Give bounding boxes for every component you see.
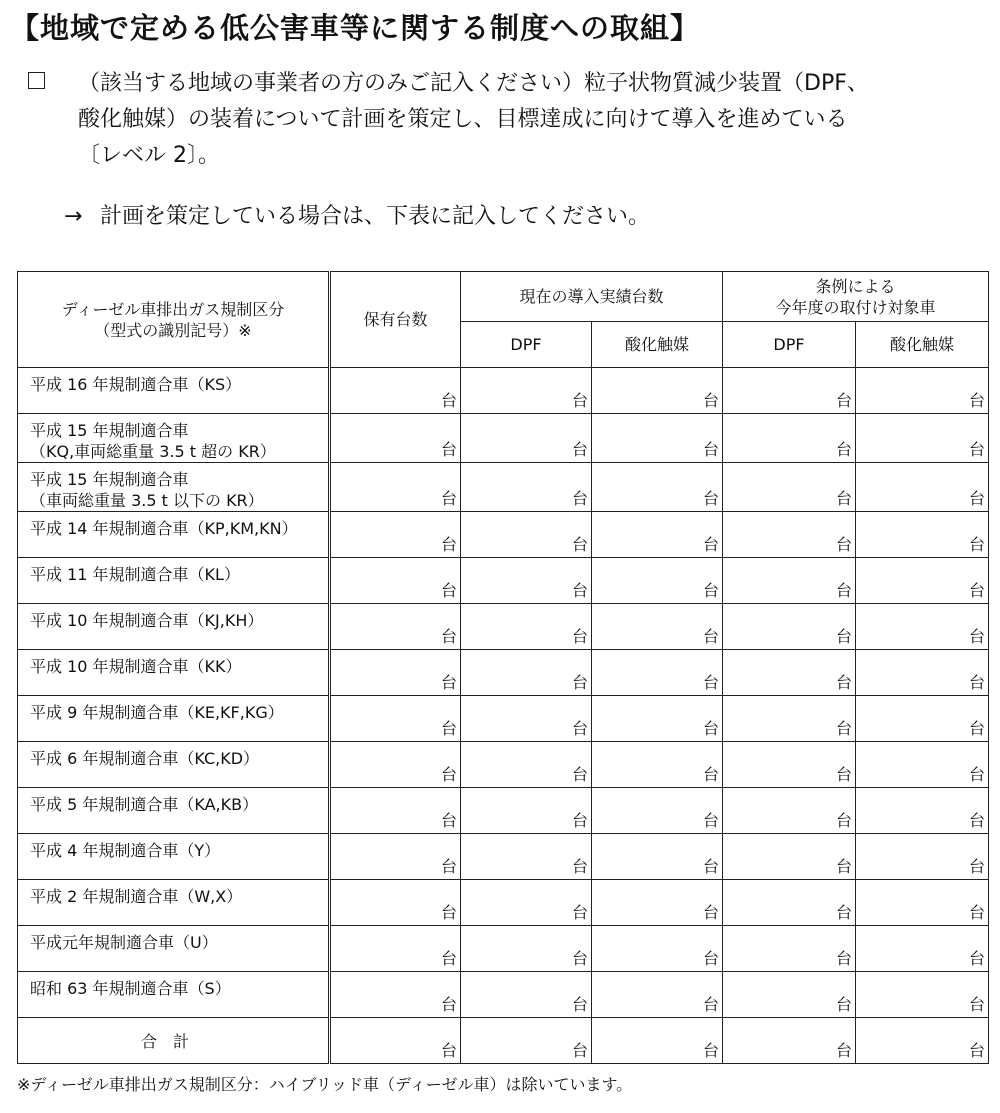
ordinance-catalyst-cell[interactable] [856,742,989,788]
unit-label: 台 [969,391,986,410]
ordinance-catalyst-cell[interactable] [856,463,989,512]
page-heading: 【地域で定める低公害車等に関する制度への取組】 [10,11,701,45]
unit-label: 台 [703,903,720,922]
unit-label: 台 [703,581,720,600]
unit-label: 台 [571,1041,588,1060]
unit-label: 台 [571,673,588,692]
unit-label: 台 [440,1041,457,1060]
footnote: ※ディーゼル車排出ガス規制区分：ハイブリッド車（ディーゼル車）は除いています。 [17,1075,633,1094]
unit-label: 台 [571,535,588,554]
current-catalyst-cell[interactable] [592,604,723,650]
current-dpf-cell[interactable] [461,512,592,558]
unit-label: 台 [440,673,457,692]
category-label-line: 平成 10 年規制適合車（KJ,KH） [30,611,264,630]
unit-label: 台 [969,1041,986,1060]
unit-label: 台 [571,995,588,1014]
ordinance-target-header [723,272,989,322]
total-row [18,1018,989,1064]
current-catalyst-cell[interactable] [592,742,723,788]
unit-label: 台 [571,765,588,784]
unit-label: 台 [571,949,588,968]
ordinance-dpf-cell[interactable] [723,512,856,558]
category-label-line: 平成 2 年規制適合車（W,X） [30,887,243,906]
total-ordinance-dpf-cell[interactable] [723,1018,856,1064]
current-catalyst-cell[interactable] [592,368,723,414]
ordinance-catalyst-cell[interactable] [856,972,989,1018]
current-catalyst-cell[interactable] [592,512,723,558]
unit-label: 台 [571,581,588,600]
current-dpf-cell[interactable] [461,414,592,463]
unit-label: 台 [969,627,986,646]
unit-label: 台 [703,949,720,968]
owned-count-cell[interactable] [330,604,461,650]
unit-label: 台 [836,673,853,692]
table-row [18,788,989,834]
unit-label: 台 [703,995,720,1014]
unit-label: 台 [836,903,853,922]
unit-label: 台 [836,535,853,554]
owned-count-cell[interactable] [330,368,461,414]
current-catalyst-cell[interactable] [592,696,723,742]
ordinance-dpf-cell[interactable] [723,926,856,972]
category-label-line: 平成 6 年規制適合車（KC,KD） [30,749,260,768]
owned-count-cell[interactable] [330,972,461,1018]
unit-label: 台 [440,581,457,600]
arrow-icon: → [64,204,83,229]
category-cell [18,463,330,512]
unit-label: 台 [571,440,588,459]
unit-label: 台 [703,857,720,876]
category-label-line: 平成 14 年規制適合車（KP,KM,KN） [30,519,298,538]
current-catalyst-cell[interactable] [592,650,723,696]
category-cell [18,650,330,696]
ordinance-catalyst-cell[interactable] [856,650,989,696]
ordinance-catalyst-cell[interactable] [856,512,989,558]
ordinance-dpf-header: DPF [723,322,856,368]
category-label-line: 昭和 63 年規制適合車（S） [30,979,231,998]
current-catalyst-header: 酸化触媒 [592,322,723,368]
unit-label: 台 [440,995,457,1014]
category-label-line: 平成 10 年規制適合車（KK） [30,657,242,676]
unit-label: 台 [836,765,853,784]
table-row [18,512,989,558]
unit-label: 台 [969,719,986,738]
category-label-line: （車両総重量 3.5 t 以下の KR） [30,491,264,510]
category-header-line-2: （型式の識別記号）※ [94,320,252,340]
owned-count-cell[interactable] [330,880,461,926]
ordinance-dpf-cell[interactable] [723,880,856,926]
unit-label: 台 [703,535,720,554]
current-dpf-cell[interactable] [461,604,592,650]
table-row [18,414,989,463]
current-dpf-cell[interactable] [461,463,592,512]
current-dpf-cell[interactable] [461,788,592,834]
category-label-line: 平成 11 年規制適合車（KL） [30,565,240,584]
unit-label: 台 [969,949,986,968]
unit-label: 台 [703,1041,720,1060]
total-label: 合計 [18,1018,330,1064]
unit-label: 台 [440,811,457,830]
owned-count-cell[interactable] [330,696,461,742]
unit-label: 台 [571,627,588,646]
unit-label: 台 [969,489,986,508]
category-cell [18,834,330,880]
unit-label: 台 [440,857,457,876]
ordinance-dpf-cell[interactable] [723,650,856,696]
total-current-catalyst-cell[interactable] [592,1018,723,1064]
unit-label: 台 [836,995,853,1014]
unit-label: 台 [703,719,720,738]
current-dpf-cell[interactable] [461,368,592,414]
owned-count-cell[interactable] [330,512,461,558]
ordinance-dpf-cell[interactable] [723,414,856,463]
current-catalyst-cell[interactable] [592,926,723,972]
current-dpf-cell[interactable] [461,834,592,880]
unit-label: 台 [440,440,457,459]
unit-label: 台 [836,627,853,646]
unit-label: 台 [836,581,853,600]
category-cell [18,742,330,788]
category-cell [18,558,330,604]
unit-label: 台 [836,719,853,738]
current-catalyst-cell[interactable] [592,972,723,1018]
current-dpf-cell[interactable] [461,742,592,788]
unit-label: 台 [969,440,986,459]
owned-count-cell[interactable] [330,788,461,834]
category-label-line: 平成元年規制適合車（U） [30,933,218,952]
description-line-2: 酸化触媒）の装着について計画を策定し、目標達成に向けて導入を進めている [78,107,848,132]
table-row [18,696,989,742]
ordinance-catalyst-cell[interactable] [856,368,989,414]
current-installed-header: 現在の導入実績台数 [461,272,723,322]
unit-label: 台 [836,391,853,410]
ordinance-catalyst-cell[interactable] [856,926,989,972]
owned-count-cell[interactable] [330,742,461,788]
category-header [18,272,330,368]
unit-label: 台 [440,535,457,554]
ordinance-catalyst-cell[interactable] [856,696,989,742]
category-label-line: （KQ,車両総重量 3.5 t 超の KR） [30,442,276,461]
unit-label: 台 [703,765,720,784]
ordinance-dpf-cell[interactable] [723,696,856,742]
category-label-line: 平成 9 年規制適合車（KE,KF,KG） [30,703,284,722]
current-dpf-cell[interactable] [461,696,592,742]
instruction-line [64,199,650,230]
current-dpf-cell[interactable] [461,926,592,972]
category-cell [18,512,330,558]
unit-label: 台 [440,719,457,738]
unit-label: 台 [440,391,457,410]
owned-count-cell[interactable] [330,650,461,696]
ordinance-catalyst-cell[interactable] [856,788,989,834]
total-current-dpf-cell[interactable] [461,1018,592,1064]
owned-count-cell[interactable] [330,463,461,512]
ordinance-dpf-cell[interactable] [723,972,856,1018]
ordinance-header-line-1: 条例による [815,276,896,296]
table-row [18,650,989,696]
unit-label: 台 [440,765,457,784]
unit-label: 台 [440,949,457,968]
unit-label: 台 [836,949,853,968]
category-header-line-1: ディーゼル車排出ガス規制区分 [61,299,285,319]
unit-label: 台 [836,440,853,459]
unit-label: 台 [836,1041,853,1060]
unit-label: 台 [571,857,588,876]
current-dpf-cell[interactable] [461,880,592,926]
category-cell [18,972,330,1018]
unit-label: 台 [969,995,986,1014]
owned-count-cell[interactable] [330,926,461,972]
unit-label: 台 [703,811,720,830]
unit-label: 台 [703,440,720,459]
description-line-3: 〔レベル 2〕。 [78,143,220,168]
current-catalyst-cell[interactable] [592,558,723,604]
current-catalyst-cell[interactable] [592,880,723,926]
unit-label: 台 [703,627,720,646]
unit-label: 台 [440,903,457,922]
total-ordinance-catalyst-cell[interactable] [856,1018,989,1064]
unit-label: 台 [836,857,853,876]
unit-label: 台 [571,903,588,922]
unit-label: 台 [703,391,720,410]
ordinance-dpf-cell[interactable] [723,368,856,414]
unit-label: 台 [969,903,986,922]
category-cell [18,696,330,742]
ordinance-catalyst-cell[interactable] [856,604,989,650]
current-dpf-cell[interactable] [461,558,592,604]
ordinance-dpf-cell[interactable] [723,788,856,834]
unit-label: 台 [969,673,986,692]
current-catalyst-cell[interactable] [592,788,723,834]
table-row [18,880,989,926]
category-label-line: 平成 15 年規制適合車 [30,421,189,440]
ordinance-catalyst-cell[interactable] [856,834,989,880]
owned-count-cell[interactable] [330,558,461,604]
category-label-line: 平成 4 年規制適合車（Y） [30,841,221,860]
category-cell [18,604,330,650]
unit-label: 台 [703,489,720,508]
unit-label: 台 [969,535,986,554]
ordinance-catalyst-header: 酸化触媒 [856,322,989,368]
owned-count-header: 保有台数 [330,272,461,368]
owned-count-cell[interactable] [330,414,461,463]
unit-label: 台 [440,489,457,508]
unit-label: 台 [969,765,986,784]
unit-label: 台 [969,581,986,600]
current-catalyst-cell[interactable] [592,414,723,463]
ordinance-dpf-cell[interactable] [723,604,856,650]
category-label-line: 平成 16 年規制適合車（KS） [30,375,242,394]
level2-checkbox[interactable] [28,72,45,89]
unit-label: 台 [571,489,588,508]
unit-label: 台 [969,857,986,876]
current-dpf-cell[interactable] [461,650,592,696]
current-dpf-cell[interactable] [461,972,592,1018]
unit-label: 台 [571,391,588,410]
table-row [18,972,989,1018]
current-catalyst-cell[interactable] [592,463,723,512]
unit-label: 台 [703,673,720,692]
table-row [18,463,989,512]
table-row [18,834,989,880]
ordinance-dpf-cell[interactable] [723,834,856,880]
current-catalyst-cell[interactable] [592,834,723,880]
ordinance-header-line-2: 今年度の取付け対象車 [775,297,936,317]
current-dpf-header: DPF [461,322,592,368]
category-cell [18,880,330,926]
table-row [18,368,989,414]
instruction-text: 計画を策定している場合は、下表に記入してください。 [100,204,651,229]
owned-count-cell[interactable] [330,834,461,880]
category-cell [18,926,330,972]
unit-label: 台 [571,719,588,738]
ordinance-catalyst-cell[interactable] [856,414,989,463]
unit-label: 台 [571,811,588,830]
unit-label: 台 [440,627,457,646]
ordinance-dpf-cell[interactable] [723,463,856,512]
description-line-1: （該当する地域の事業者の方のみご記入ください）粒子状物質減少装置（DPF、 [78,71,869,96]
ordinance-dpf-cell[interactable] [723,558,856,604]
unit-label: 台 [969,811,986,830]
unit-label: 台 [836,811,853,830]
table-row [18,926,989,972]
table-row [18,558,989,604]
category-cell [18,368,330,414]
vehicle-table [17,271,989,1064]
table-row [18,742,989,788]
category-label-line: 平成 15 年規制適合車 [30,470,189,489]
table-row [18,604,989,650]
total-owned-count-cell[interactable] [330,1018,461,1064]
ordinance-dpf-cell[interactable] [723,742,856,788]
checkbox-description [78,66,998,174]
category-cell [18,788,330,834]
ordinance-catalyst-cell[interactable] [856,558,989,604]
category-label-line: 平成 5 年規制適合車（KA,KB） [30,795,259,814]
ordinance-catalyst-cell[interactable] [856,880,989,926]
category-cell [18,414,330,463]
unit-label: 台 [836,489,853,508]
